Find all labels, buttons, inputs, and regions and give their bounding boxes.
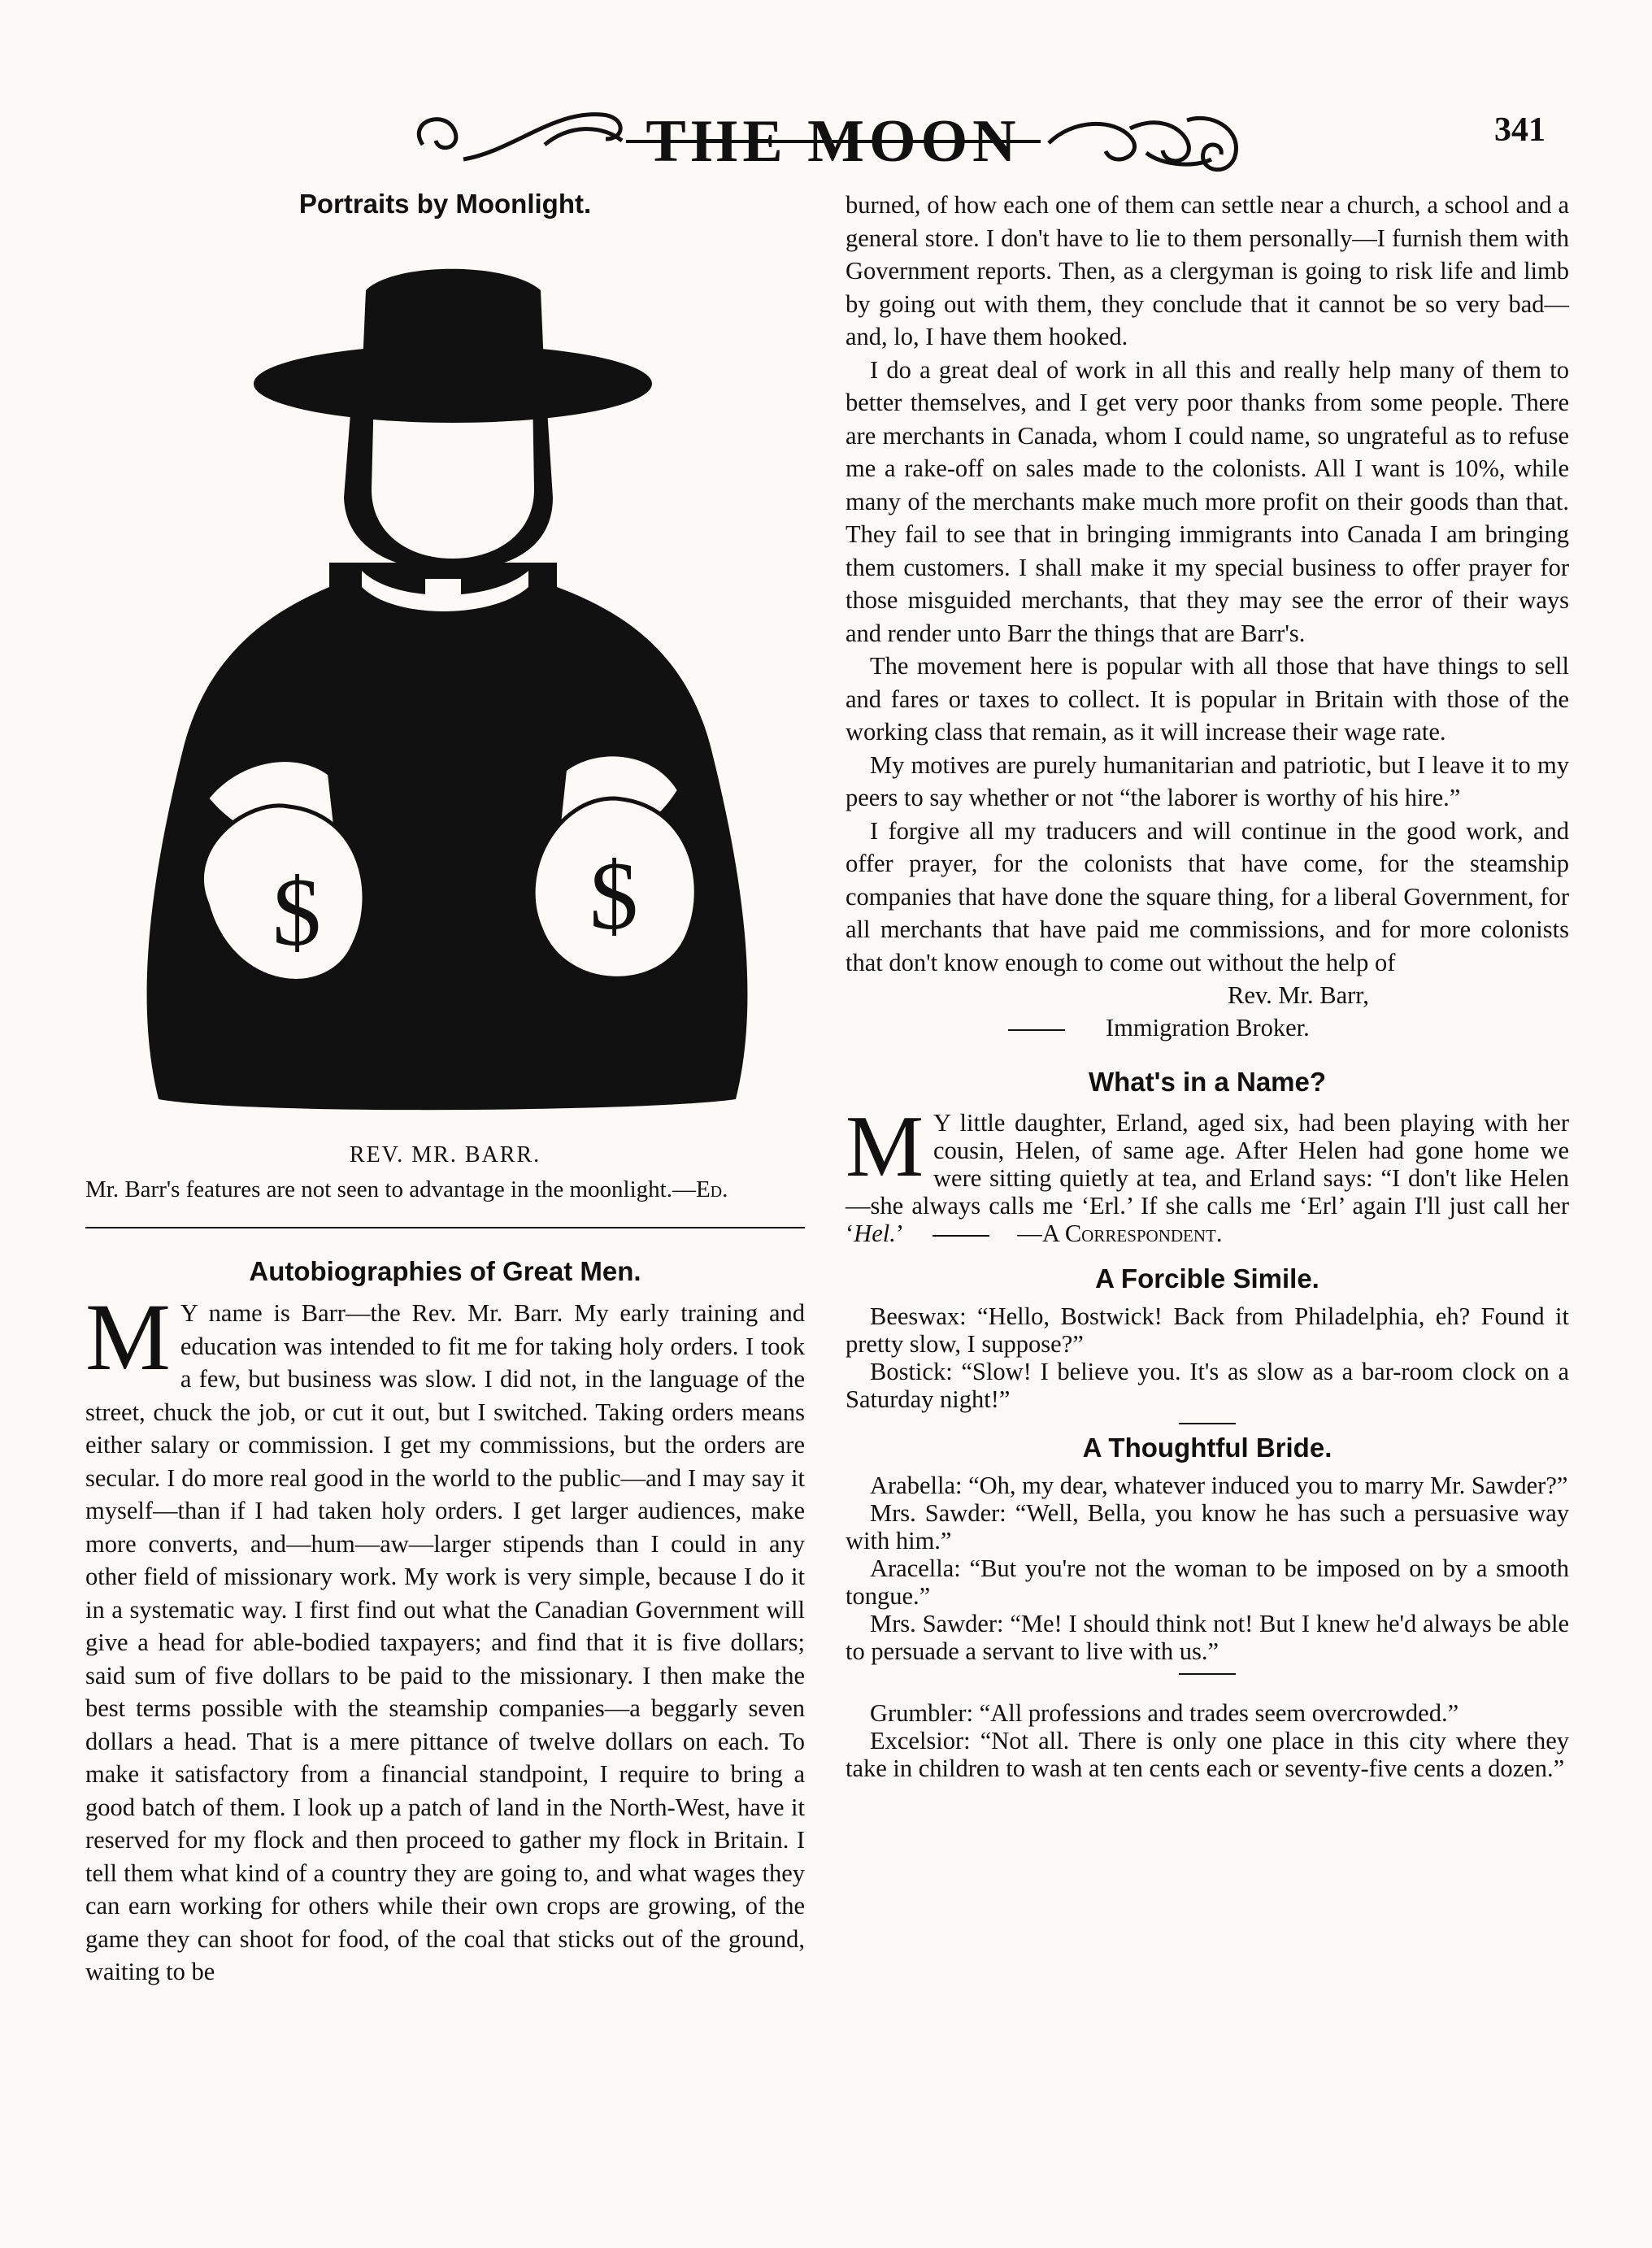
hel-word: Hel. xyxy=(854,1220,896,1247)
svg-text:$: $ xyxy=(272,858,321,966)
short-rule xyxy=(933,1235,989,1237)
left-column xyxy=(85,189,805,1989)
dialogue-line: Bostick: “Slow! I believe you. It's as slow as a bar-room clock on a Saturday night!” xyxy=(846,1358,1569,1413)
autobio-paragraph: I forgive all my traducers and will continue in the good work, and offer prayer, for the colonists that have come, for the steamship companies that have done the square thing, for a liberal Government, for all merchants that have paid me commissions, and for more colonists that don't know enough to come out without the help of xyxy=(846,816,1569,976)
autobio-first-paragraph xyxy=(85,1284,805,1989)
portrait-caption: REV. MR. BARR. xyxy=(349,1142,541,1167)
autobio-heading: Autobiographies of Great Men. xyxy=(249,1256,641,1286)
section-divider xyxy=(85,1227,805,1228)
dialogue-line: Mrs. Sawder: “Me! I should think not! But I knew he'd always be able to persuade a servant to live with us.” xyxy=(846,1610,1569,1665)
dialogue-line: Excelsior: “Not all. There is only one place in this city where they take in children to wash at ten cents each or seventy-five cents a dozen.” xyxy=(846,1727,1569,1782)
autobio-paragraph: I do a great deal of work in all this and really help many of them to better themselves, and I get very poor thanks from some people. There are merchants in Canada, whom I could name, so ungrateful as to refuse me a rake-off on sales made to the colonists. All I want is 10%, while many of the merchants make much more profit on their goods than that. They fail to see that in bringing immigrants into Canada I am bringing them customers. I shall make it my special business to offer prayer for those misguided merchants, that they may see the error of their ways and render unto Barr the things that are Barr's. xyxy=(846,355,1569,647)
autobio-first-text: Y name is Barr—the Rev. Mr. Barr. My early training and education was intended to fit me for taking holy orders. I took a few, but business was slow. I did not, in the language of the street, chuck the job, or cut it out, but I switched. Taking orders means either salary or commission. I get my commissions, but the orders are secular. I do more real good in the world to the public—and I may say it myself—than if I had taken holy orders. I get larger audiences, make more converts, and—hum—aw—larger stipends than I could in any other field of missionary work. My work is very simple, because I do it in a systematic way. I first find out what the Canadian Government will give a head for able-bodied taxpayers; and find that it is five dollars; said sum of five dollars to be paid to the missionary. I then make the best terms possible with the steamship companies—a beggarly seven dollars a head. That is a mere pittance of twelve dollars on each. To make it satisfactory from a financial standpoint, I require to bring a good batch of them. I look up a patch of land in the North-West, have it reserved for my flock and then proceed to gather my flock in Britain. I tell them what kind of a country they are going to, and what wages they can earn working for others while their own crops are growing, of the game they can shoot for food, of the coal that sticks out of the ground, waiting to be xyxy=(85,1299,805,1985)
dialogue-line: Aracella: “But you're not the woman to be imposed on by a smooth tongue.” xyxy=(846,1554,1569,1610)
short-rule xyxy=(1179,1423,1236,1424)
right-column xyxy=(846,189,1569,1782)
whats-in-a-name-body: Y little daughter, Erland, aged six, had been playing with her cousin, Helen, of same age. After Helen had gone home we were sitting quietly at tea, and Erland says: “I don't like Helen—she always calls me ‘Erl.’ If she calls me ‘Erl’ again I'll just call her ‘ xyxy=(846,1109,1569,1247)
editor-note-text: Mr. Barr's features are not seen to advantage in the moonlight.— xyxy=(85,1176,696,1202)
autobio-continuation: burned, of how each one of them can settle near a church, a school and a general store. I don't have to lie to them personally—I furnish them with Government reports. Then, as a clergyman is going to risk life and limb by going out with them, they conclude that it cannot be so very bad—and, lo, I have them hooked. xyxy=(846,191,1569,350)
autobio-paragraph: The movement here is popular with all those that have things to sell and fares or taxes to collect. It is popular in Britain with those of the working class that remain, as it will increase their wage rate. xyxy=(846,652,1569,746)
whats-in-a-name-text xyxy=(846,1098,1569,1247)
portrait-silhouette-icon xyxy=(85,229,805,1128)
correspondent-signature: —A Correspondent. xyxy=(1017,1220,1223,1247)
page-number: 341 xyxy=(1494,111,1545,149)
portraits-heading: Portraits by Moonlight. xyxy=(298,189,592,219)
masthead-title: THE MOON xyxy=(646,108,1021,175)
short-rule xyxy=(1179,1673,1236,1675)
whats-in-a-name-dropcap: M xyxy=(846,1098,924,1195)
signature-title-text: Immigration Broker. xyxy=(1106,1014,1310,1041)
dialogue-line: Grumbler: “All professions and trades seem overcrowded.” xyxy=(870,1699,1459,1727)
signature-title xyxy=(846,1011,1569,1044)
closing-quote: ’ xyxy=(895,1220,902,1247)
masthead-ornament xyxy=(398,96,1276,185)
thoughtful-bride-heading: A Thoughtful Bride. xyxy=(1082,1433,1332,1463)
masthead xyxy=(398,96,1276,185)
whats-in-a-name-heading: What's in a Name? xyxy=(1088,1067,1327,1097)
dialogue-line: Mrs. Sawder: “Well, Bella, you know he has such a persuasive way with him.” xyxy=(846,1499,1569,1554)
editor-note-signature: Ed. xyxy=(695,1176,728,1202)
barr-portrait-illustration xyxy=(85,229,805,1128)
illustrator-initials: GLST. xyxy=(614,1031,684,1061)
editor-note xyxy=(85,1175,805,1204)
dialogue-line: Arabella: “Oh, my dear, whatever induced you to marry Mr. Sawder?” xyxy=(870,1472,1568,1499)
signature-name: Rev. Mr. Barr, xyxy=(1228,981,1369,1009)
svg-text:$: $ xyxy=(589,841,638,950)
autobio-paragraph: My motives are purely humanitarian and patriotic, but I leave it to my peers to say whether or not “the laborer is worthy of his hire.” xyxy=(846,750,1569,811)
short-rule xyxy=(1008,1029,1065,1031)
forcible-simile-heading: A Forcible Simile. xyxy=(1095,1263,1319,1294)
autobio-dropcap: M xyxy=(85,1284,171,1390)
dialogue-line: Beeswax: “Hello, Bostwick! Back from Philadelphia, eh? Found it pretty slow, I suppose?” xyxy=(846,1302,1569,1358)
